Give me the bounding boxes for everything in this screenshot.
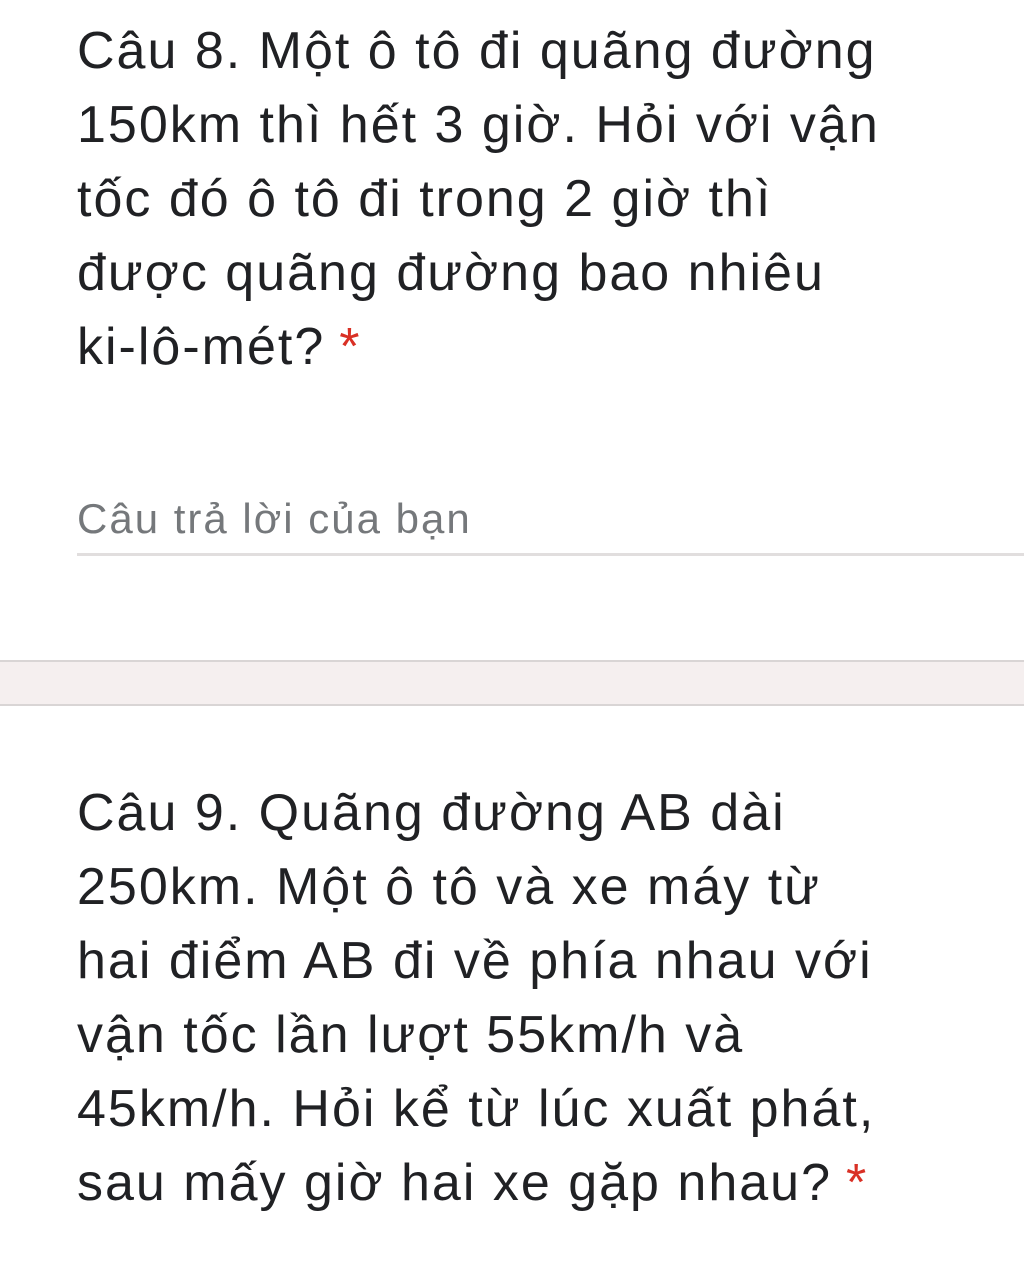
question-text-line [77, 1146, 1014, 1220]
question-text-line: được quãng đường bao nhiêu [77, 244, 825, 302]
question-text-line: vận tốc lần lượt 55km/h và [77, 1006, 745, 1064]
section-divider [0, 660, 1024, 706]
question-text-line: 150km thì hết 3 giờ. Hỏi với vận [77, 96, 880, 154]
answer-input[interactable] [77, 484, 1024, 556]
question-text-line: hai điểm AB đi về phía nhau với [77, 932, 873, 990]
question-text-last-segment: sau mấy giờ hai xe gặp nhau? [77, 1154, 833, 1212]
question-card-9 [0, 706, 1024, 1280]
required-asterisk: * [339, 318, 362, 376]
question-text-line: tốc đó ô tô đi trong 2 giờ thì [77, 170, 773, 228]
question-9-text [77, 776, 1014, 1220]
required-asterisk: * [846, 1154, 869, 1212]
question-text-line: Câu 8. Một ô tô đi quãng đường [77, 22, 877, 80]
question-8-text [77, 14, 1014, 384]
answer-field-wrap [77, 484, 1024, 556]
question-text-line: 250km. Một ô tô và xe máy từ [77, 858, 821, 916]
question-text-last-segment: ki-lô-mét? [77, 318, 326, 376]
question-text-line [77, 310, 1014, 384]
question-text-line: 45km/h. Hỏi kể từ lúc xuất phát, [77, 1080, 876, 1138]
question-text-line: Câu 9. Quãng đường AB dài [77, 784, 786, 842]
